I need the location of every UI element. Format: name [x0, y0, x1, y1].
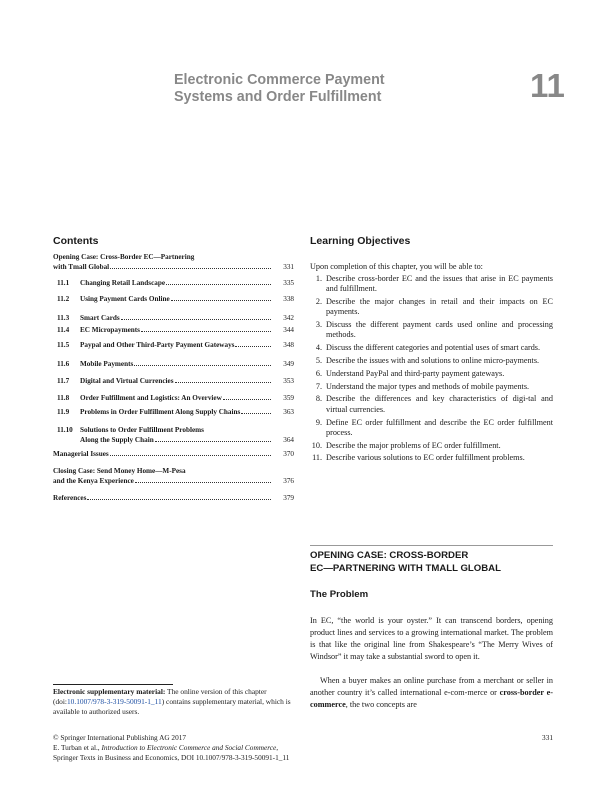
- objectives-intro: Upon completion of this chapter, you will be able to:: [310, 262, 483, 271]
- toc-entry-page: 370: [283, 450, 294, 458]
- objective-number: 1.: [315, 274, 322, 283]
- toc-leader-dots: [171, 300, 271, 301]
- toc-leader-dots: [110, 268, 271, 269]
- toc-entry[interactable]: [53, 314, 297, 324]
- toc-entry-text: and the Kenya Experience: [53, 476, 134, 485]
- toc-entry-title: [53, 450, 297, 460]
- toc-entry-text: Using Payment Cards Online: [80, 295, 170, 303]
- toc-entry-title: [53, 279, 297, 289]
- chapter-number: 11: [530, 67, 565, 104]
- toc-entry-number: 11.8: [57, 394, 70, 402]
- toc-entry-number: 11.10: [57, 426, 73, 434]
- toc-entry[interactable]: [53, 253, 297, 272]
- section-rule: [310, 545, 553, 546]
- toc-entry-title: [53, 408, 297, 418]
- toc-entry[interactable]: [53, 494, 297, 504]
- objective-item: [310, 453, 553, 463]
- toc-leader-dots: [141, 331, 271, 332]
- supplementary-label: Electronic supplementary material:: [53, 687, 166, 696]
- para2-text-a: When a buyer makes an online purchase from a merchant or seller in another country it’s called international e-com-merce or: [310, 676, 553, 697]
- toc-leader-dots: [87, 499, 271, 500]
- toc-entry-text: Paypal and Other Third-Party Payment Gateways: [80, 341, 235, 349]
- objective-number: 11.: [312, 453, 322, 463]
- toc-entry-page: 363: [283, 408, 294, 416]
- toc-entry-number: 11.6: [57, 360, 70, 368]
- toc-leader-dots: [134, 365, 271, 366]
- toc-leader-dots: [155, 441, 271, 442]
- toc-entry-text: Managerial Issues: [53, 450, 109, 458]
- chapter-title-line2: Systems and Order Fulfillment: [174, 89, 382, 105]
- toc-entry[interactable]: [53, 341, 297, 351]
- toc-entry-number: 11.4: [57, 326, 70, 334]
- toc-entry-page: 338: [283, 295, 294, 303]
- objective-number: 5.: [315, 356, 322, 366]
- toc-entry-text: Solutions to Order Fulfillment Problems: [80, 426, 204, 434]
- objective-item: [310, 394, 553, 415]
- citation-comma: ,: [276, 742, 279, 752]
- learning-objectives: [310, 235, 553, 463]
- toc-entry[interactable]: [53, 360, 297, 370]
- toc-entry-page: 364: [283, 435, 294, 444]
- objective-item: [310, 320, 553, 341]
- toc-entry-text: Changing Retail Landscape: [80, 279, 166, 287]
- toc-leader-dots: [135, 482, 271, 483]
- objective-number: 8.: [315, 394, 322, 404]
- toc-leader-dots: [166, 284, 271, 285]
- toc-entry-title: [53, 341, 297, 351]
- toc-entry-title: [53, 326, 297, 336]
- objective-item: [310, 297, 553, 318]
- objective-number: 9.: [315, 417, 322, 427]
- para2-bold: cross-border e-commerce: [310, 687, 553, 709]
- objectives-list: [310, 274, 553, 466]
- toc-entry-page: 376: [283, 476, 294, 485]
- toc-entry-page: 342: [283, 314, 294, 322]
- toc-entry-page: 335: [283, 279, 294, 287]
- citation-authors: E. Turban et al.,: [53, 742, 102, 752]
- toc-entry-title: [53, 253, 297, 272]
- toc-entry-number: 11.9: [57, 408, 70, 416]
- toc-entry-page: 359: [283, 394, 294, 402]
- objective-number: 7.: [315, 381, 322, 391]
- objective-item: [310, 382, 553, 392]
- toc-leader-dots: [175, 382, 271, 383]
- toc-entry-number: 11.3: [57, 314, 70, 322]
- objective-item: [310, 343, 553, 353]
- objective-text: Define EC order fulfillment and describe the EC order fulfillment process.: [326, 417, 553, 437]
- objective-item: [310, 441, 553, 451]
- objective-number: 4.: [315, 343, 322, 353]
- toc-entry-number: 11.7: [57, 377, 70, 385]
- toc-leader-dots: [110, 455, 271, 456]
- toc-entry[interactable]: [53, 326, 297, 336]
- copyright-line: © Springer International Publishing AG 2017: [53, 733, 187, 742]
- supplementary-note: [53, 687, 301, 717]
- citation-book-title: Introduction to Electronic Commerce and Social Commerce: [101, 742, 277, 752]
- toc-entry-title: [53, 360, 297, 370]
- objectives-heading: Learning Objectives: [310, 235, 411, 247]
- objective-text: Describe various solutions to EC order fulfillment problems.: [326, 453, 525, 463]
- objective-text: Describe the issues with and solutions to online micro-payments.: [326, 356, 540, 366]
- objective-text: Discuss the different payment cards used online and processing methods.: [326, 320, 553, 340]
- toc-leader-dots: [235, 346, 271, 347]
- toc-entry-title: [53, 494, 297, 504]
- toc-entry-title: [53, 394, 297, 404]
- toc-entry-text: Opening Case: Cross-Border EC—Partnering: [53, 253, 195, 261]
- objective-text: Understand the major types and methods of mobile payments.: [326, 381, 530, 391]
- contents-heading: Contents: [53, 235, 99, 247]
- objective-item: [310, 369, 553, 379]
- objective-item: [310, 356, 553, 366]
- objective-item: [310, 418, 553, 439]
- toc-entry-title: [53, 377, 297, 387]
- objective-number: 10.: [311, 440, 322, 450]
- toc-leader-dots: [241, 413, 271, 414]
- toc-entry-text: Closing Case: Send Money Home—M-Pesa: [53, 467, 186, 475]
- chapter-title: [174, 72, 434, 106]
- toc-entry-title: [53, 467, 297, 486]
- objective-text: Discuss the different categories and potential uses of smart cards.: [326, 343, 541, 353]
- toc-entry-page: 344: [283, 326, 294, 334]
- toc-entry-text: Digital and Virtual Currencies: [80, 377, 174, 385]
- supplementary-text1: The online version of this chapter (doi:: [53, 687, 267, 706]
- toc-entry-number: 11.2: [57, 295, 70, 303]
- opening-case-title-line2: EC—PARTNERING WITH TMALL GLOBAL: [310, 562, 501, 574]
- toc-entry[interactable]: [53, 467, 297, 486]
- footnote-rule: [53, 684, 173, 685]
- objective-item: [310, 274, 553, 295]
- toc-entry-page: 348: [283, 341, 294, 349]
- doi-link[interactable]: 10.1007/978-3-319-50091-1_11: [66, 697, 162, 706]
- toc-leader-dots: [223, 399, 271, 400]
- objective-number: 3.: [315, 320, 322, 330]
- toc-entry-number: 11.1: [57, 279, 70, 287]
- page-footer: [53, 733, 553, 762]
- series-line: Springer Texts in Business and Economics, DOI 10.1007/978-3-319-50091-1_11: [53, 752, 290, 762]
- toc-entry-title: [53, 295, 297, 305]
- supplementary-text2: ) contains supplementary material, which is available to authorized users.: [53, 697, 291, 716]
- toc-entry-text: Mobile Payments: [80, 360, 134, 368]
- toc-entry[interactable]: [53, 450, 297, 460]
- contents-section: [53, 235, 297, 252]
- toc-entry[interactable]: [53, 408, 297, 418]
- toc-entry-page: 353: [283, 377, 294, 385]
- objective-text: Describe the major changes in retail and their impacts on EC payments.: [326, 297, 553, 317]
- objective-number: 6.: [315, 368, 322, 378]
- toc-entry-page: 331: [283, 262, 294, 271]
- toc-entry-title: [53, 314, 297, 324]
- objective-text: Describe cross-border EC and the issues that arise in EC payments and fulfillment.: [326, 274, 553, 294]
- toc-entry-text: Smart Cards: [80, 314, 120, 322]
- body-paragraph-1: In EC, “the world is your oyster.” It can transcend borders, opening product lines and services to a growing international market. The problem is that like the original line from Shakespeare’s “The Merry Wives of Windsor” it may take a substantial sword to open it.: [310, 616, 553, 661]
- toc-entry-text: References: [53, 494, 87, 502]
- toc-entry-text: Problems in Order Fulfillment Along Supply Chains: [80, 408, 241, 416]
- toc-entry[interactable]: [53, 426, 297, 445]
- para2-text-b: , the two concepts are: [345, 699, 417, 709]
- body-paragraph-2: [310, 675, 553, 711]
- objective-text: Describe the major problems of EC order fulfillment.: [326, 440, 501, 450]
- opening-case-title: [310, 550, 553, 575]
- toc-leader-dots: [121, 319, 271, 320]
- toc-entry-text: with Tmall Global: [53, 262, 110, 271]
- toc-entry[interactable]: [53, 295, 297, 305]
- toc-entry-title: [53, 426, 297, 445]
- toc-entry-page: 379: [283, 494, 294, 502]
- toc-entry[interactable]: [53, 279, 297, 289]
- toc-entry-number: 11.5: [57, 341, 70, 349]
- page-number: 331: [542, 733, 553, 742]
- objective-number: 2.: [315, 297, 322, 307]
- opening-case-title-line1: OPENING CASE: CROSS-BORDER: [310, 550, 469, 561]
- toc-entry-text: Along the Supply Chain: [80, 435, 154, 444]
- citation-line: [53, 743, 553, 753]
- toc-entry-text: Order Fulfillment and Logistics: An Overview: [80, 394, 222, 402]
- toc-entry-text: EC Micropayments: [80, 326, 140, 334]
- objective-text: Understand PayPal and third-party payment gateways.: [326, 368, 505, 378]
- toc-entry[interactable]: [53, 394, 297, 404]
- toc-entry-page: 349: [283, 360, 294, 368]
- chapter-title-line1: Electronic Commerce Payment: [174, 72, 385, 88]
- objective-text: Describe the differences and key characteristics of digi-tal and virtual currencies.: [326, 394, 553, 414]
- problem-heading: The Problem: [310, 589, 369, 600]
- toc-entry[interactable]: [53, 377, 297, 387]
